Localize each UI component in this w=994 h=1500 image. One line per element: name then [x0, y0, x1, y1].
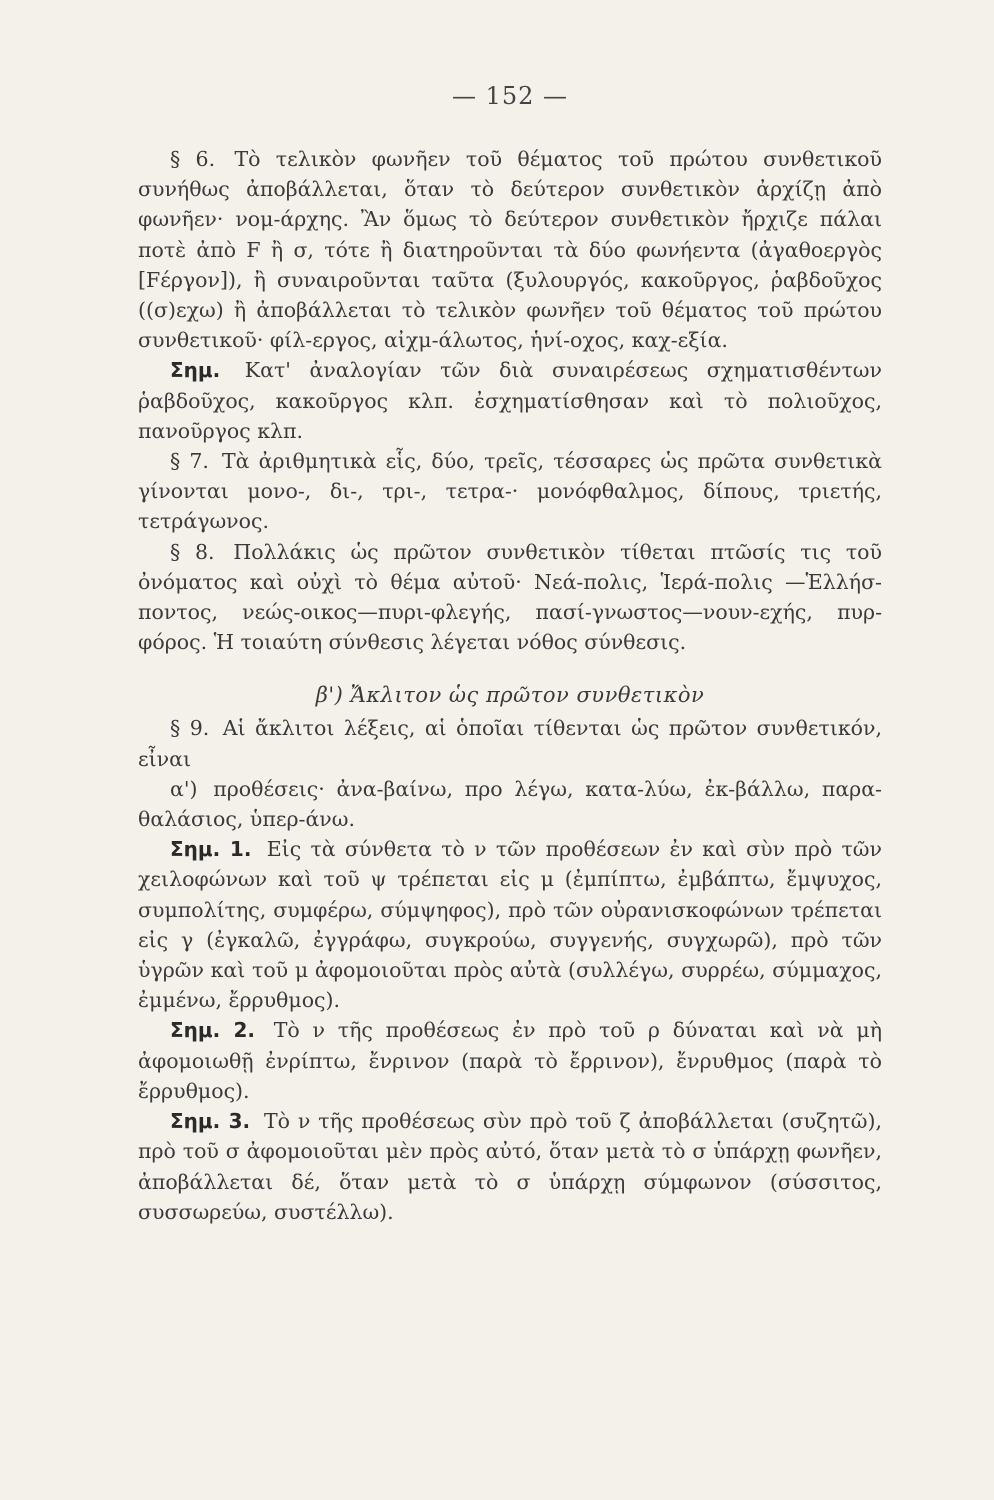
- section-label: § 6.: [170, 147, 216, 171]
- paragraph-text: Τὸ τελικὸν φωνῆεν τοῦ θέματος τοῦ πρώτου συνθετικοῦ συνήθως ἀποβάλλεται, ὅταν τὸ δεύτερον συνθετικὸν ἀρχίζῃ ἀπὸ φωνῆεν· νομ-άρχης. Ἂν ὅμως τὸ δεύτερον συνθετικὸν ἤρχιζε πάλαι ποτὲ ἀπὸ F ἢ σ, τότε ἢ διατηροῦνται τὰ δύο φωνήεντα (ἀγαθοεργὸς [Fέργον]), ἢ συναιροῦνται ταῦτα (ξυλουργός, κακοῦργος, ῥαβδοῦχος ((σ)εχω) ἢ ἀποβάλλεται τὸ τελικὸν φωνῆεν τοῦ θέματος τοῦ πρώτου συνθετικοῦ· φίλ-εργος, αἰχμ-άλωτος, ἡνί-οχος, καχ-εξία.: [138, 147, 882, 353]
- note-2-paragraph: [138, 1015, 882, 1106]
- paragraph-prepositions: [138, 774, 882, 834]
- section-label: § 8.: [170, 539, 215, 564]
- paragraph-section-9: [138, 713, 882, 773]
- note-label: Σημ.: [170, 358, 221, 383]
- section-label: § 9.: [170, 716, 210, 741]
- note-label: Σημ. 3.: [170, 1109, 251, 1134]
- paragraph-section-7: [138, 446, 882, 537]
- page-number: — 152 —: [451, 82, 569, 110]
- note-1-paragraph: [138, 834, 882, 1015]
- paragraph-text: προθέσεις· ἀνα-βαίνω, προ λέγω, κατα-λύω, ἐκ-βάλλω, παρα-θαλάσιος, ὑπερ-άνω.: [138, 776, 882, 832]
- paragraph-section-6: [138, 144, 882, 355]
- paragraph-section-8: [138, 537, 882, 658]
- paragraph-text: Κατ' ἀναλογίαν τῶν διὰ συναιρέσεως σχηματισθέντων ῥαβδοῦχος, κακοῦργος κλπ. ἐσχηματίσθησαν καὶ τὸ πολιοῦχος, πανοῦργος κλπ.: [138, 358, 882, 443]
- section-label: § 7.: [170, 449, 209, 474]
- paragraph-text: Τὸ ν τῆς προθέσεως σὺν πρὸ τοῦ ζ ἀποβάλλεται (συζητῶ), πρὸ τοῦ σ ἀφομοιοῦται μὲν πρὸς αὐτό, ὅταν μετὰ τὸ σ ὑπάρχῃ φωνῆεν, ἀποβάλλεται δέ, ὅταν μετὰ τὸ σ ὑπάρχῃ σύμφωνον (σύσσιτος, συσσωρεύω, συστέλλω).: [138, 1109, 882, 1224]
- document-page: [138, 82, 882, 1227]
- paragraph-text: Αἱ ἄκλιτοι λέξεις, αἱ ὁποῖαι τίθενται ὡς πρῶτον συνθετικόν, εἶναι: [138, 716, 882, 771]
- paragraph-text: Τὸ ν τῆς προθέσεως ἐν πρὸ τοῦ ρ δύναται καὶ νὰ μὴ ἀφομοιωθῇ ἐνρίπτω, ἔνρινον (παρὰ τὸ ἔρρινον), ἔνρυθμος (παρὰ τὸ ἔρρυθμος).: [138, 1018, 882, 1103]
- paragraph-text: Πολλάκις ὡς πρῶτον συνθετικὸν τίθεται πτῶσίς τις τοῦ ὀνόματος καὶ οὐχὶ τὸ θέμα αὐτοῦ· Νεά-πολις, Ἱερά-πολις —Ἑλλήσ-ποντος, νεώς-οικος—πυρι-φλεγής, πασί-γνωστος—νουν-εχής, πυρ-φόρος. Ἡ τοιαύτη σύνθεσις λέγεται νόθος σύνθεσις.: [138, 539, 882, 655]
- paragraph-text: Τὰ ἀριθμητικὰ εἷς, δύο, τρεῖς, τέσσαρες ὡς πρῶτα συνθετικὰ γίνονται μονο-, δι-, τρι-, τετρα-· μονόφθαλμος, δίπους, τριετής, τετράγωνος.: [138, 449, 882, 534]
- subsection-label: α'): [170, 776, 198, 801]
- paragraph-text: Εἰς τὰ σύνθετα τὸ ν τῶν προθέσεων ἐν καὶ σὺν πρὸ τῶν χειλοφώνων καὶ τοῦ ψ τρέπεται εἰς μ (ἐμπίπτω, ἐμβάπτω, ἔμψυχος, συμπολίτης, συμφέρω, σύμψηφος), πρὸ τῶν οὐρανισκοφώνων τρέπεται εἰς γ (ἐγκαλῶ, ἐγγράφω, συγκρούω, συγγενής, συγχωρῶ), πρὸ τῶν ὑγρῶν καὶ τοῦ μ ἀφομοιοῦται πρὸς αὐτὰ (συλλέγω, συρρέω, σύμμαχος, ἐμμένω, ἔρρυθμος).: [138, 837, 882, 1013]
- section-heading: β') Ἄκλιτον ὡς πρῶτον συνθετικὸν: [315, 683, 705, 708]
- note-paragraph: [138, 355, 882, 446]
- note-label: Σημ. 2.: [170, 1018, 255, 1043]
- note-label: Σημ. 1.: [170, 837, 252, 862]
- note-3-paragraph: [138, 1106, 882, 1227]
